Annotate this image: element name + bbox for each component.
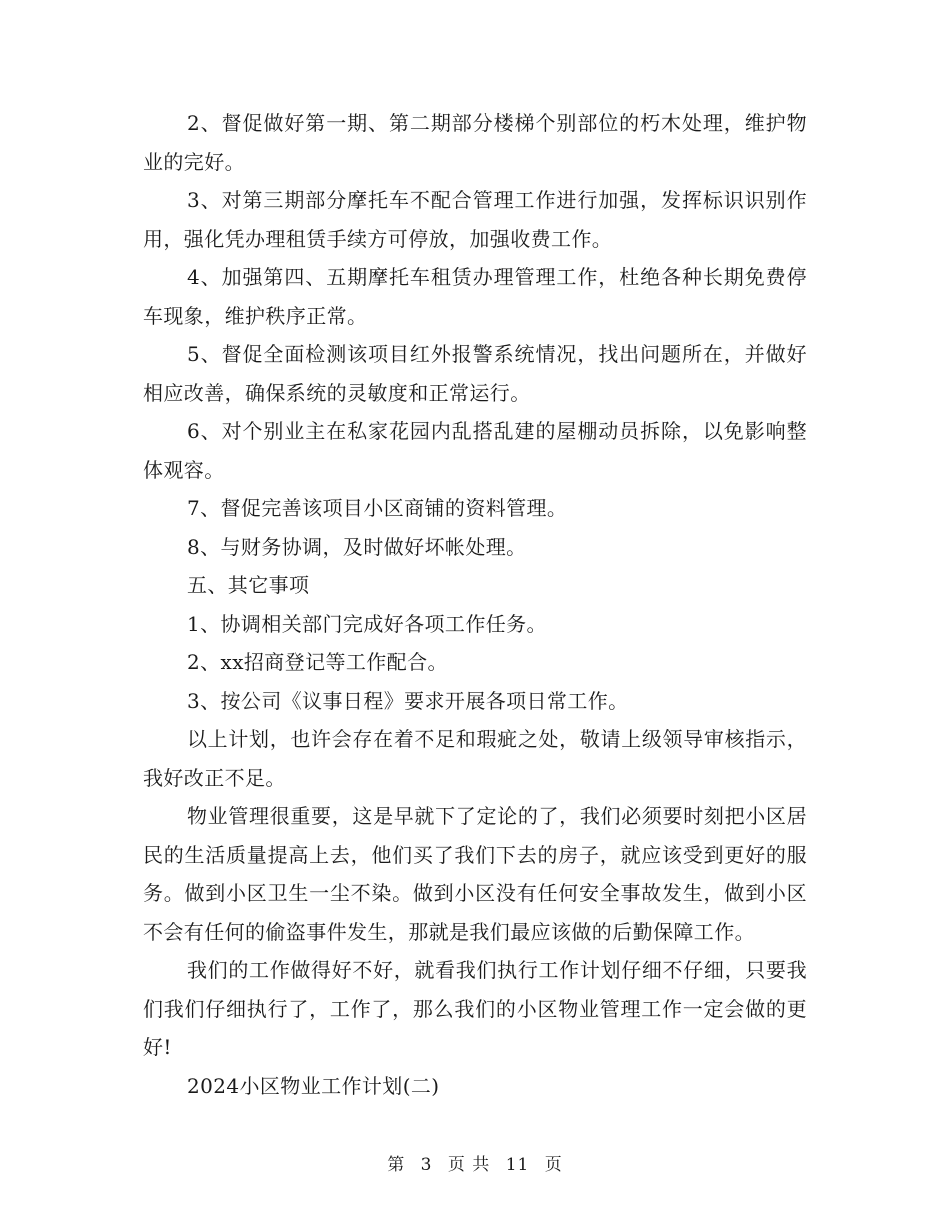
footer-middle: 页 共 [447, 1155, 491, 1175]
item-3-motorcycle-management: 3、对第三期部分摩托车不配合管理工作进行加强，发挥标识识别作用，强化凭办理租赁手续方可停放，加强收费工作。 [143, 188, 807, 251]
closing-request: 以上计划，也许会存在着不足和瑕疵之处，敬请上级领导审核指示，我好改正不足。 [143, 727, 807, 790]
item-4-motorcycle-rental: 4、加强第四、五期摩托车租赁办理管理工作，杜绝各种长期免费停车现象，维护秩序正常。 [143, 265, 807, 328]
item-5-infrared-alarm: 5、督促全面检测该项目红外报警系统情况，找出问题所在，并做好相应改善，确保系统的灵敏度和正常运行。 [143, 342, 807, 405]
conclusion-paragraph: 我们的工作做得好不好，就看我们执行工作计划仔细不仔细，只要我们我们仔细执行了，工作了，那么我们的小区物业管理工作一定会做的更好! [143, 958, 807, 1059]
item-7-shop-records: 7、督促完善该项目小区商铺的资料管理。 [187, 496, 568, 520]
footer-suffix: 页 [544, 1155, 563, 1175]
importance-paragraph: 物业管理很重要，这是早就下了定论的了，我们必须要时刻把小区居民的生活质量提高上去，他们买了我们下去的房子，就应该受到更好的服务。做到小区卫生一尘不染。做到小区没有任何安全事故发生，做到小区不会有任何的偷盗事件发生，那就是我们最应该做的后勤保障工作。 [143, 804, 807, 944]
other-item-2: 2、xx招商登记等工作配合。 [187, 650, 448, 674]
other-item-3: 3、按公司《议事日程》要求开展各项日常工作。 [187, 688, 629, 713]
document-body [143, 104, 807, 1105]
item-8-bad-debt: 8、与财务协调，及时做好坏帐处理。 [187, 534, 527, 559]
page-footer [0, 1150, 950, 1175]
section-heading-other: 五、其它事项 [187, 573, 310, 597]
footer-total-pages: 11 [505, 1155, 530, 1175]
item-6-illegal-construction: 6、对个别业主在私家花园内乱搭乱建的屋棚动员拆除，以免影响整体观容。 [143, 419, 807, 482]
next-section-title: 2024小区物业工作计划(二) [187, 1073, 440, 1098]
item-2-stair-repair: 2、督促做好第一期、第二期部分楼梯个别部位的朽木处理，维护物业的完好。 [143, 111, 807, 174]
footer-prefix: 第 [387, 1155, 406, 1175]
footer-page-number: 3 [420, 1155, 433, 1175]
other-item-1: 1、协调相关部门完成好各项工作任务。 [187, 611, 547, 636]
